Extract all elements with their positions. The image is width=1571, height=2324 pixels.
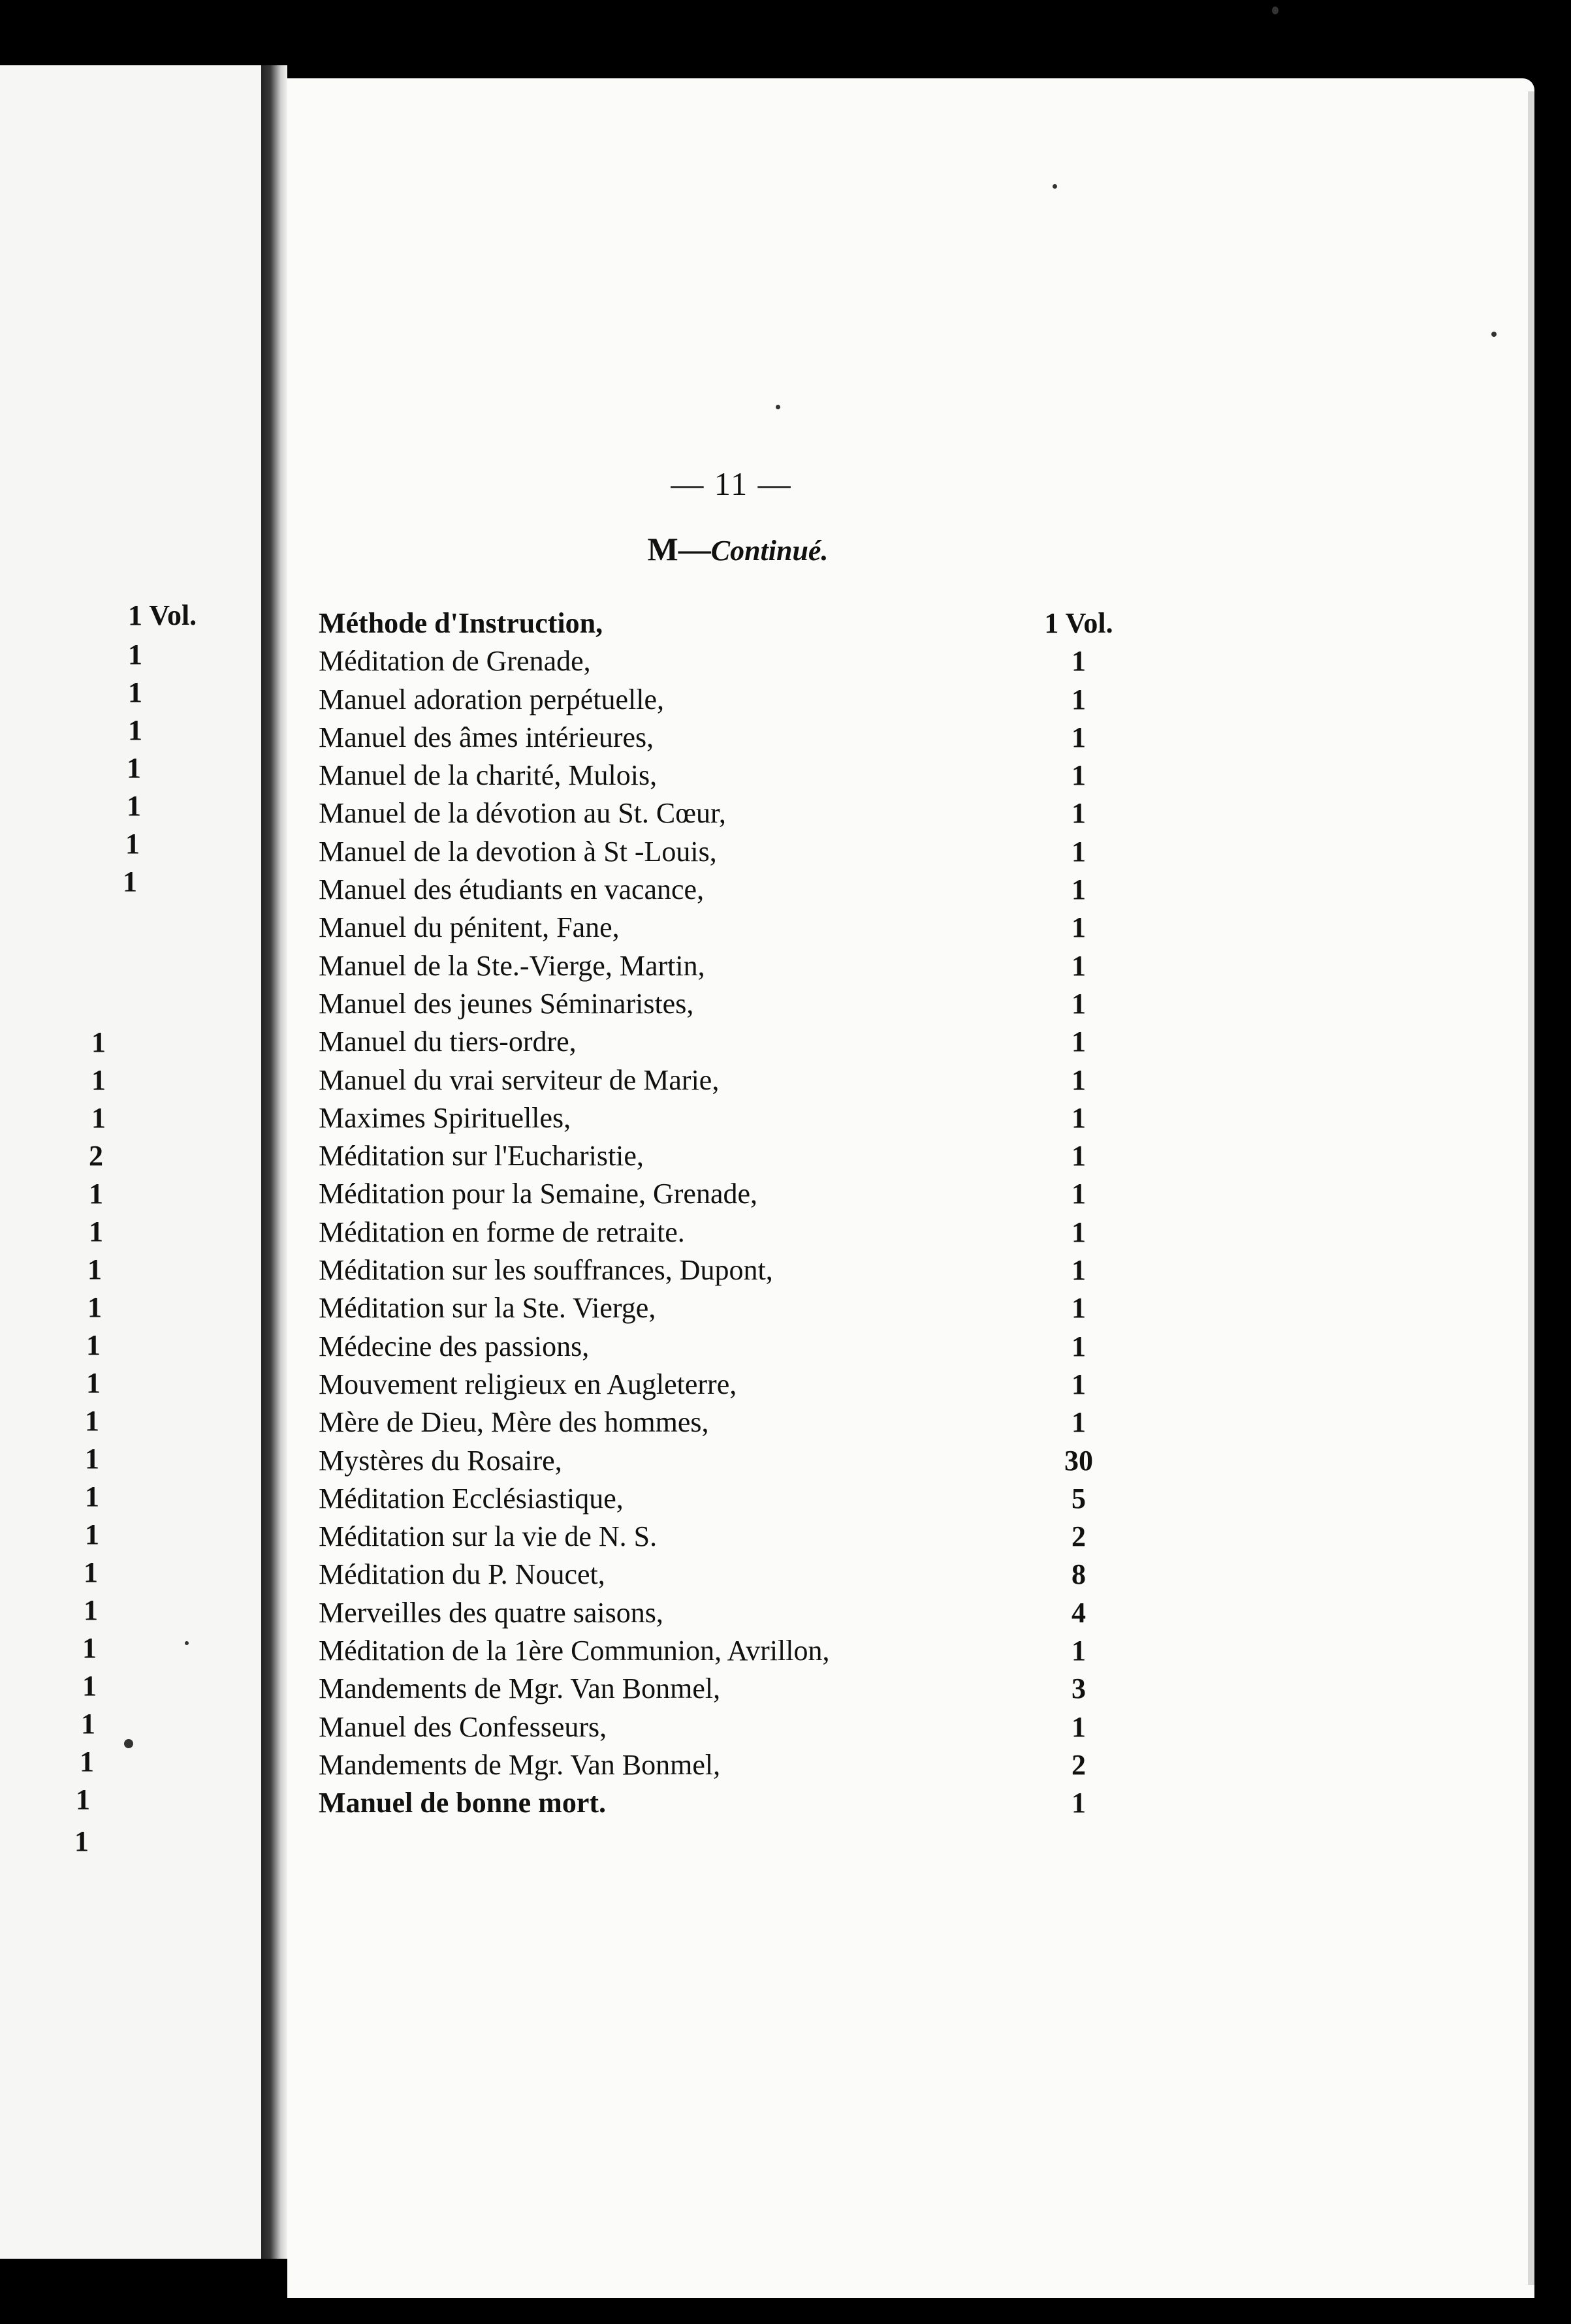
entry-title: Manuel des Confesseurs,	[319, 1710, 607, 1743]
entry-quantity: 1	[1071, 797, 1086, 830]
previous-page-quantity: 1	[76, 1783, 90, 1815]
catalogue-entry	[308, 1518, 1150, 1556]
catalogue-entry	[308, 719, 1150, 757]
entry-title: Méditation sur l'Eucharistie,	[319, 1140, 644, 1172]
catalogue-entry	[308, 1404, 1150, 1441]
catalogue-entry	[308, 833, 1150, 871]
previous-page-quantity: 1	[74, 1825, 89, 1857]
entry-quantity: 1	[1071, 645, 1086, 678]
entry-title: Merveilles des quatre saisons,	[319, 1596, 663, 1629]
previous-page-quantity: 1	[91, 1064, 106, 1096]
catalogue-entry	[308, 1556, 1150, 1594]
entry-title: Manuel du tiers-ordre,	[319, 1026, 577, 1058]
entry-quantity: 1	[1071, 1101, 1086, 1134]
previous-page-quantity: 1	[91, 1026, 106, 1058]
entry-title: Méditation de Grenade,	[319, 645, 591, 678]
entry-title: Mouvement religieux en Augleterre,	[319, 1368, 737, 1400]
entry-title: Méthode d'Instruction,	[319, 607, 603, 639]
previous-page-quantity: 1	[127, 752, 141, 784]
catalogue-entry	[308, 794, 1150, 832]
scan-speck	[1272, 7, 1278, 14]
entry-title: Méditation Ecclésiastique,	[319, 1482, 624, 1515]
entry-quantity: 1	[1071, 1063, 1086, 1096]
entry-quantity: 1	[1071, 1635, 1086, 1667]
entry-title: Méditation sur la Ste. Vierge,	[319, 1292, 656, 1325]
entry-title: Méditation du P. Noucet,	[319, 1558, 605, 1591]
entry-title: Manuel des âmes intérieures,	[319, 721, 654, 753]
entry-quantity: 1	[1071, 835, 1086, 868]
entry-quantity: 1	[1071, 1406, 1086, 1439]
previous-page-quantity: 1	[82, 1632, 97, 1664]
entry-title: Mère de Dieu, Mère des hommes,	[319, 1406, 709, 1439]
catalogue-entry	[308, 1137, 1150, 1175]
entry-quantity: 1	[1071, 1330, 1086, 1362]
entry-title: Manuel de la devotion à St -Louis,	[319, 835, 717, 868]
entry-quantity: 8	[1071, 1558, 1086, 1591]
previous-page-quantity: 1 Vol.	[128, 599, 197, 631]
catalogue-entry	[308, 1708, 1150, 1746]
entry-quantity: 1	[1071, 911, 1086, 944]
previous-page-quantity: 1	[89, 1216, 103, 1248]
catalogue-entry	[308, 1670, 1150, 1708]
entry-title: Méditation en forme de retraite.	[319, 1216, 685, 1248]
scan-speck	[124, 1739, 133, 1748]
entry-title: Manuel des jeunes Séminaristes,	[319, 987, 694, 1020]
catalogue-entry	[308, 1061, 1150, 1099]
previous-page-quantity: 1	[84, 1556, 98, 1588]
entry-title: Médecine des passions,	[319, 1330, 590, 1362]
scan-speck	[185, 1641, 189, 1645]
catalogue-entry	[308, 1784, 1150, 1822]
catalogue-entry	[308, 1632, 1150, 1670]
previous-page-quantity: 1	[85, 1405, 99, 1437]
entry-quantity: 3	[1071, 1672, 1086, 1705]
previous-page-quantity: 1	[86, 1329, 101, 1361]
previous-page-quantity: 1	[85, 1481, 99, 1513]
catalogue-entry	[308, 947, 1150, 985]
catalogue-entry	[308, 1328, 1150, 1366]
entry-title: Mandements de Mgr. Van Bonmel,	[319, 1672, 721, 1705]
section-continued-label: Continué.	[710, 535, 829, 567]
scan-speck	[1491, 332, 1497, 337]
previous-page-quantity: 1	[87, 1253, 102, 1285]
previous-page-quantity: 1	[86, 1367, 101, 1399]
entry-title: Méditation pour la Semaine, Grenade,	[319, 1178, 758, 1210]
catalogue-list	[308, 605, 1150, 1823]
entry-quantity: 4	[1071, 1596, 1086, 1629]
catalogue-entry	[308, 642, 1150, 680]
entry-quantity: 5	[1071, 1482, 1086, 1515]
catalogue-entry	[308, 1175, 1150, 1213]
entry-quantity: 1	[1071, 1368, 1086, 1400]
entry-title: Manuel des étudiants en vacance,	[319, 873, 705, 906]
catalogue-entry	[308, 909, 1150, 947]
previous-page-quantity: 1	[89, 1178, 103, 1210]
previous-page-quantity: 1	[84, 1594, 98, 1626]
entry-quantity: 1	[1071, 1254, 1086, 1287]
scan-speck	[1053, 184, 1057, 189]
entry-title: Manuel de la charité, Mulois,	[319, 759, 658, 792]
scan-speck	[776, 405, 780, 409]
entry-title: Manuel de la dévotion au St. Cœur,	[319, 797, 726, 830]
page-edge	[1528, 91, 1534, 2285]
previous-page-quantity: 1	[85, 1518, 99, 1550]
catalogue-entry	[308, 1594, 1150, 1632]
catalogue-entry	[308, 1442, 1150, 1480]
entry-title: Méditation sur la vie de N. S.	[319, 1520, 658, 1553]
catalogue-entry	[308, 1099, 1150, 1137]
entry-quantity: 1	[1071, 1710, 1086, 1743]
previous-page-quantity: 1	[128, 714, 142, 746]
entry-quantity: 1	[1071, 1178, 1086, 1210]
previous-page-quantity: 1	[127, 790, 141, 822]
previous-page-quantity: 1	[85, 1443, 99, 1475]
entry-title: Manuel du vrai serviteur de Marie,	[319, 1063, 720, 1096]
entry-quantity: 1 Vol.	[1044, 607, 1113, 639]
previous-page-quantity: 1	[123, 866, 137, 898]
entry-title: Manuel de la Ste.-Vierge, Martin,	[319, 949, 705, 982]
previous-page-quantity: 1	[81, 1708, 95, 1740]
page-number: — 11 —	[671, 465, 792, 502]
catalogue-entry	[308, 757, 1150, 794]
entry-quantity: 1	[1071, 1292, 1086, 1325]
catalogue-entry	[308, 1366, 1150, 1404]
previous-page-quantity: 1	[128, 638, 142, 670]
previous-page-quantity: 2	[89, 1140, 103, 1172]
entry-quantity: 1	[1071, 721, 1086, 753]
section-heading	[614, 530, 862, 568]
previous-page-quantity-column	[74, 0, 235, 2324]
entry-quantity: 1	[1071, 987, 1086, 1020]
catalogue-entry	[308, 1214, 1150, 1251]
catalogue-entry	[308, 1746, 1150, 1784]
entry-title: Mandements de Mgr. Van Bonmel,	[319, 1748, 721, 1781]
previous-page-quantity: 1	[82, 1670, 97, 1702]
previous-page-quantity: 1	[80, 1746, 94, 1778]
entry-quantity: 1	[1071, 683, 1086, 715]
previous-page-quantity: 1	[87, 1291, 102, 1323]
entry-title: Méditation de la 1ère Communion, Avrillon,	[319, 1635, 830, 1667]
entry-quantity: 1	[1071, 759, 1086, 792]
catalogue-entry	[308, 985, 1150, 1023]
entry-quantity: 2	[1071, 1520, 1086, 1553]
entry-quantity: 1	[1071, 1787, 1086, 1819]
entry-quantity: 1	[1071, 1216, 1086, 1248]
entry-quantity: 1	[1071, 949, 1086, 982]
catalogue-entry	[308, 1289, 1150, 1327]
entry-quantity: 1	[1071, 1140, 1086, 1172]
entry-title: Manuel de bonne mort.	[319, 1787, 606, 1819]
catalogue-entry	[308, 1480, 1150, 1518]
catalogue-entry	[308, 681, 1150, 719]
entry-title: Méditation sur les souffrances, Dupont,	[319, 1254, 773, 1287]
entry-title: Maximes Spirituelles,	[319, 1101, 571, 1134]
previous-page-quantity: 1	[125, 828, 140, 860]
previous-page-quantity: 1	[128, 676, 142, 708]
binding-gutter	[261, 65, 287, 2259]
entry-title: Manuel du pénitent, Fane,	[319, 911, 620, 944]
catalogue-entry	[308, 605, 1150, 642]
catalogue-entry	[308, 1251, 1150, 1289]
entry-quantity: 2	[1071, 1748, 1086, 1781]
entry-quantity: 30	[1064, 1444, 1093, 1477]
entry-quantity: 1	[1071, 1026, 1086, 1058]
entry-title: Mystères du Rosaire,	[319, 1444, 562, 1477]
entry-quantity: 1	[1071, 873, 1086, 906]
catalogue-entry	[308, 871, 1150, 909]
entry-title: Manuel adoration perpétuelle,	[319, 683, 665, 715]
section-letter: M—	[647, 531, 711, 567]
catalogue-entry	[308, 1023, 1150, 1061]
previous-page-quantity: 1	[91, 1102, 106, 1134]
